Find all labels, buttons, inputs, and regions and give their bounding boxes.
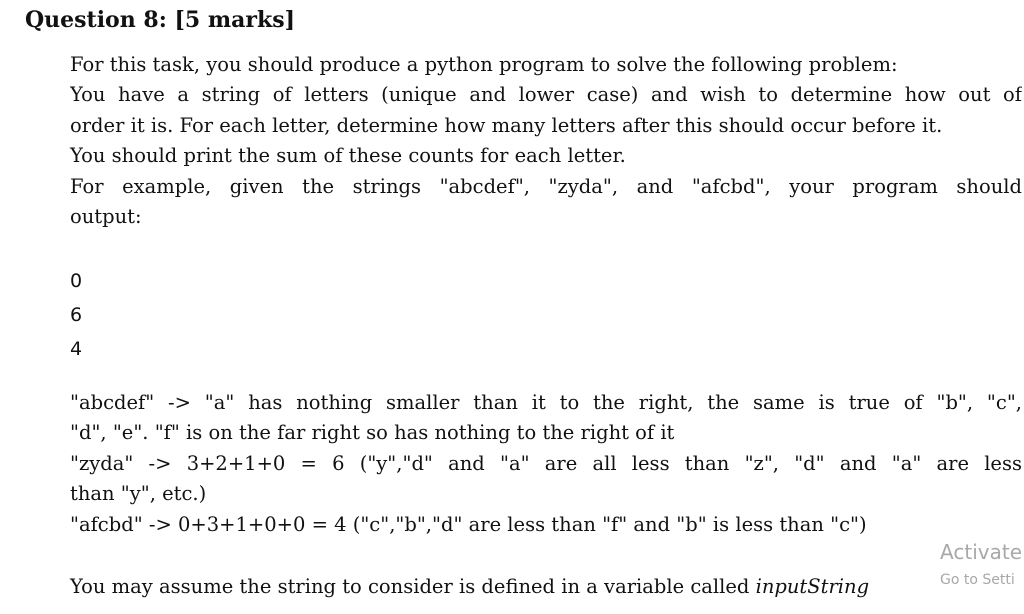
final-note-text: You may assume the string to consider is defined in a variable called [70, 575, 756, 598]
intro-line-2: You have a string of letters (unique and lower case) and wish to determine how out of [70, 83, 1022, 107]
example-explanations [70, 388, 1022, 540]
expected-output [70, 264, 82, 366]
activation-watermark-title: Activate [940, 540, 1022, 564]
problem-description [70, 50, 1022, 232]
intro-line-1: For this task, you should produce a python program to solve the following problem: [70, 53, 898, 76]
intro-line-5: For example, given the strings "abcdef", "zyda", and "afcbd", your program should [70, 174, 1022, 198]
example-line-4: than "y", etc.) [70, 482, 207, 506]
example-line-1: "abcdef" -> "a" has nothing smaller than it to the right, the same is true of "b", "c", [70, 391, 1022, 414]
final-note [70, 572, 1022, 602]
output-value-2: 6 [70, 304, 83, 326]
intro-line-4: You should print the sum of these counts for each letter. [70, 144, 626, 168]
activation-watermark-subtitle: Go to Setti [940, 572, 1015, 588]
question-heading: Question 8: [5 marks] [25, 7, 296, 33]
final-note-line [70, 572, 1022, 602]
output-value-3: 4 [70, 338, 83, 360]
variable-name: inputString [755, 575, 870, 598]
intro-line-3: order it is. For each letter, determine how many letters after this should occur before it. [70, 113, 943, 137]
intro-line-6: output: [70, 205, 142, 228]
output-value-1: 0 [70, 270, 83, 292]
example-line-2: "d", "e". "f" is on the far right so has nothing to the right of it [70, 421, 675, 445]
example-line-3: "zyda" -> 3+2+1+0 = 6 ("y","d" and "a" are all less than "z", "d" and "a" are less [70, 451, 1022, 475]
example-line-5: "afcbd" -> 0+3+1+0+0 = 4 ("c","b","d" are less than "f" and "b" is less than "c") [70, 512, 867, 536]
